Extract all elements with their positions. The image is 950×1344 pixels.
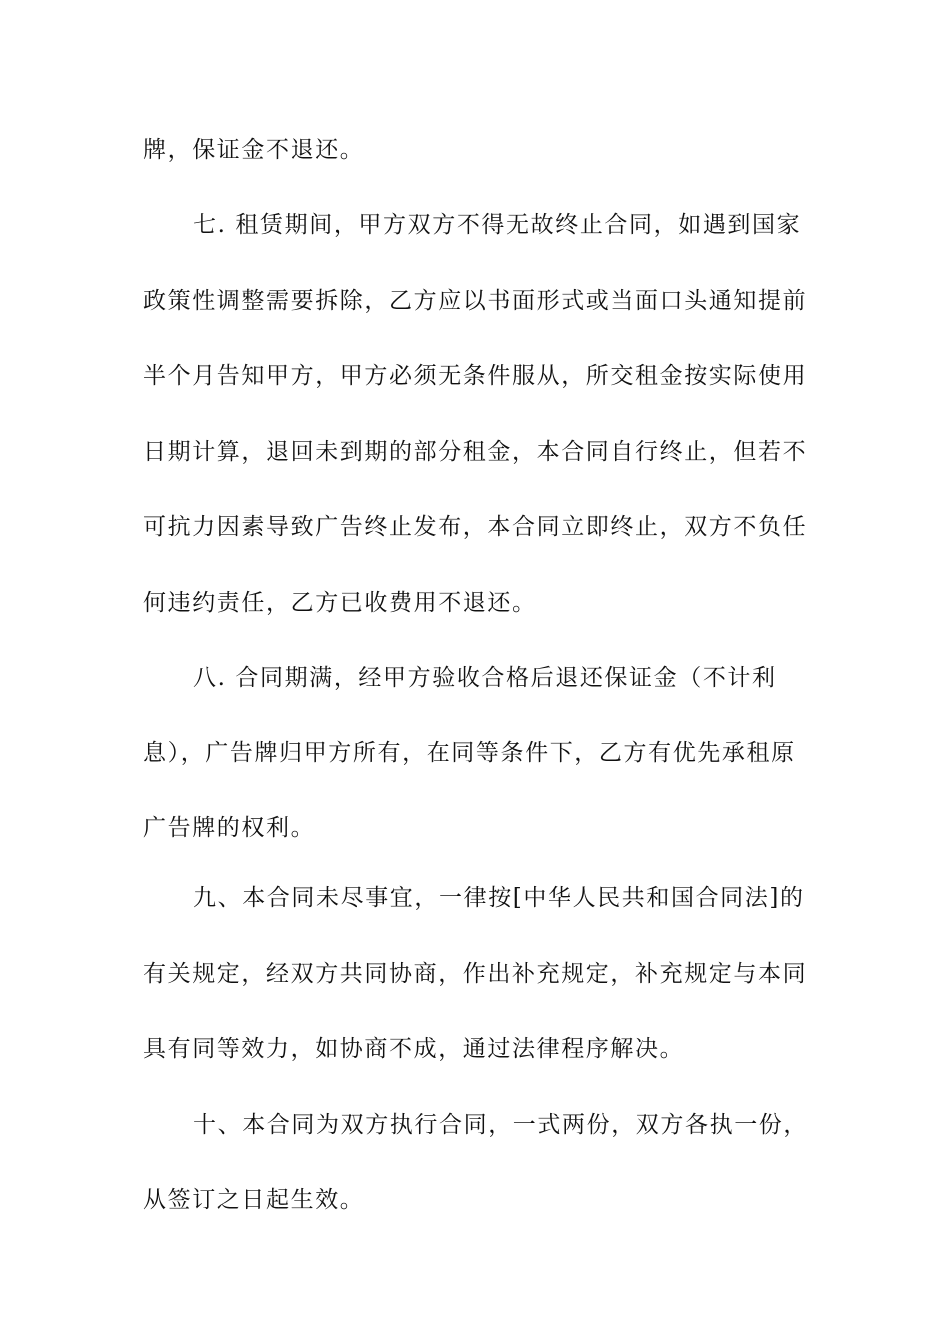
clause-ten-first-line: 十、本合同为双方执行合同，一式两份，双方各执一份， <box>193 1112 808 1138</box>
text-line: 政策性调整需要拆除，乙方应以书面形式或当面口头通知提前 <box>143 288 808 314</box>
text-line: 具有同等效力，如协商不成，通过法律程序解决。 <box>143 1036 685 1062</box>
text-line: 牌，保证金不退还。 <box>143 137 365 163</box>
text-line: 半个月告知甲方，甲方必须无条件服从，所交租金按实际使用 <box>143 363 808 389</box>
text-line: 息），广告牌归甲方所有，在同等条件下，乙方有优先承租原 <box>143 740 796 766</box>
text-line: 可抗力因素导致广告终止发布，本合同立即终止，双方不负任 <box>143 514 808 540</box>
clause-eight-first-line: 八. 合同期满，经甲方验收合格后退还保证金（不计利 <box>193 665 777 691</box>
text-line: 从签订之日起生效。 <box>143 1187 365 1213</box>
clause-nine-first-line: 九、本合同未尽事宜，一律按[中华人民共和国合同法]的 <box>193 885 805 911</box>
text-line: 广告牌的权利。 <box>143 815 316 841</box>
text-line: 有关规定，经双方共同协商，作出补充规定，补充规定与本同 <box>143 961 808 987</box>
text-line: 何违约责任，乙方已收费用不退还。 <box>143 590 537 616</box>
text-line: 日期计算，退回未到期的部分租金，本合同自行终止，但若不 <box>143 439 808 465</box>
clause-seven-first-line: 七. 租赁期间，甲方双方不得无故终止合同，如遇到国家 <box>193 212 802 238</box>
